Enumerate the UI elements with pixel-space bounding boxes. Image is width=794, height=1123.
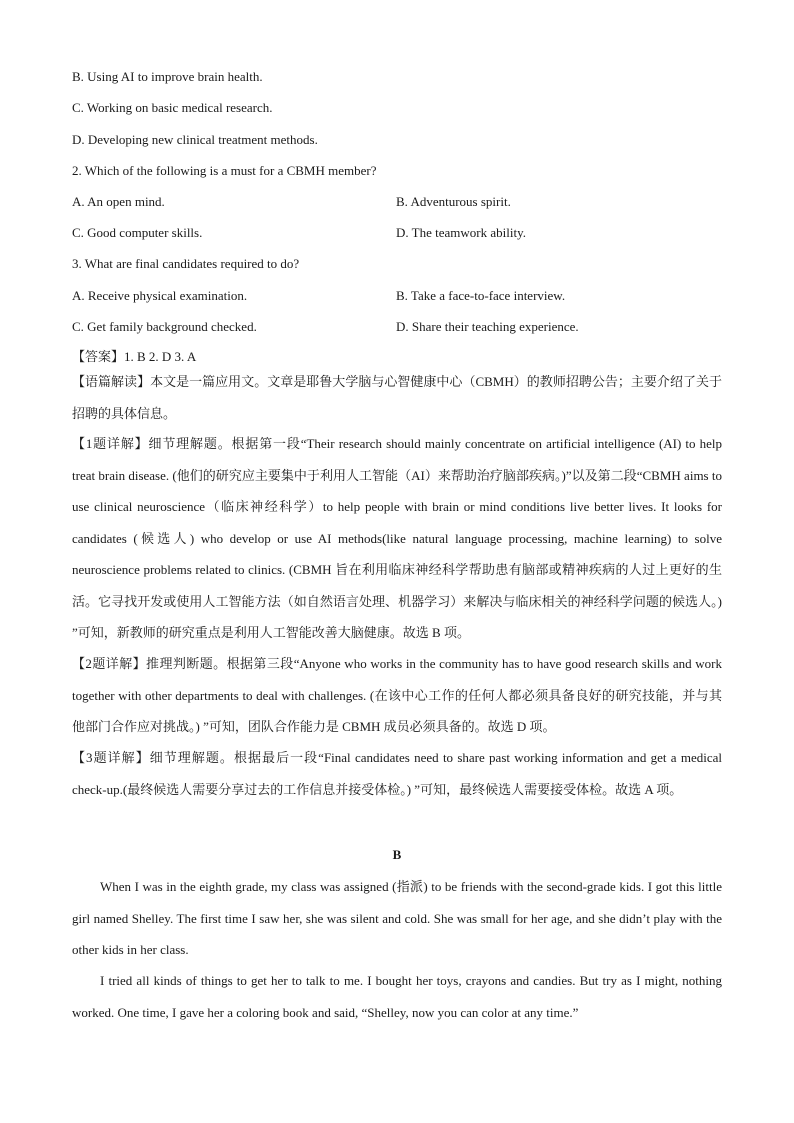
q1-option-d: D. Developing new clinical treatment methods. [72, 132, 318, 147]
story-paragraph-2: I tried all kinds of things to get her to talk to me. I bought her toys, crayons and candies. But try as I might, nothing worked. One time, I gave her a coloring book and said, “Shelley, now you can color at any time.” [72, 973, 722, 1020]
q1-option-b: B. Using AI to improve brain health. [72, 69, 263, 84]
detail-q2: 【2题详解】推理判断题。根据第三段“Anyone who works in the community has to have good research skills and work together with other departments to deal with challenges. (在该中心工作的任何人都必须具备良好的研究技能，并与其他部门合作应对挑战。) ”可知，团队合作能力是 CBMH 成员必须具备的。故选 D 项。 [72, 656, 722, 734]
q2-option-a: A. An open mind. [72, 194, 165, 209]
q3-option-c: C. Get family background checked. [72, 319, 257, 334]
section-title: B [392, 847, 402, 862]
q2-option-d: D. The teamwork ability. [396, 225, 526, 240]
detail-q3: 【3题详解】细节理解题。根据最后一段“Final candidates need to share past working information and get a medical check-up.(最终候选人需要分享过去的工作信息并接受体检。) ”可知，最终候选人需要接受体检。故选 A 项。 [72, 750, 722, 797]
answer-line: 【答案】1. B 2. D 3. A [72, 349, 197, 364]
detail-q1: 【1题详解】细节理解题。根据第一段“Their research should mainly concentrate on artificial intelligence (AI) to help treat brain disease. (他们的研究应主要集中于利用人工智能（AI）来帮助治疗脑部疾病。)”以及第二段“CBMH aims to use clinical neuroscience（临床神经科学）to help people with brain or mind conditions live better lives. It looks for candidates (候选人) who develop or use AI methods(like natural language processing, machine learning) to solve neuroscience problems related to clinics. (CBMH 旨在利用临床神经科学帮助患有脑部或精神疾病的人过上更好的生活。它寻找开发或使用人工智能方法（如自然语言处理、机器学习）来解决与临床相关的神经科学问题的候选人。) ”可知，新教师的研究重点是利用人工智能改善大脑健康。故选 B 项。 [72, 436, 722, 640]
story-paragraph-1: When I was in the eighth grade, my class was assigned (指派) to be friends with the second-grade kids. I got this little girl named Shelley. The first time I saw her, she was silent and cold. She was small for her age, and she didn’t play with the other kids in her class. [72, 879, 722, 957]
q3-stem: 3. What are final candidates required to do? [72, 256, 300, 271]
q1-option-c: C. Working on basic medical research. [72, 100, 273, 115]
q3-option-a: A. Receive physical examination. [72, 288, 248, 303]
q2-option-b: B. Adventurous spirit. [396, 194, 511, 209]
q2-option-c: C. Good computer skills. [72, 225, 203, 240]
q3-option-d: D. Share their teaching experience. [396, 319, 579, 334]
q2-stem: 2. Which of the following is a must for a CBMH member? [72, 163, 377, 178]
q3-option-b: B. Take a face-to-face interview. [396, 288, 566, 303]
passage-analysis: 【语篇解读】本文是一篇应用文。文章是耶鲁大学脑与心智健康中心（CBMH）的教师招聘公告；主要介绍了关于招聘的具体信息。 [72, 374, 722, 421]
